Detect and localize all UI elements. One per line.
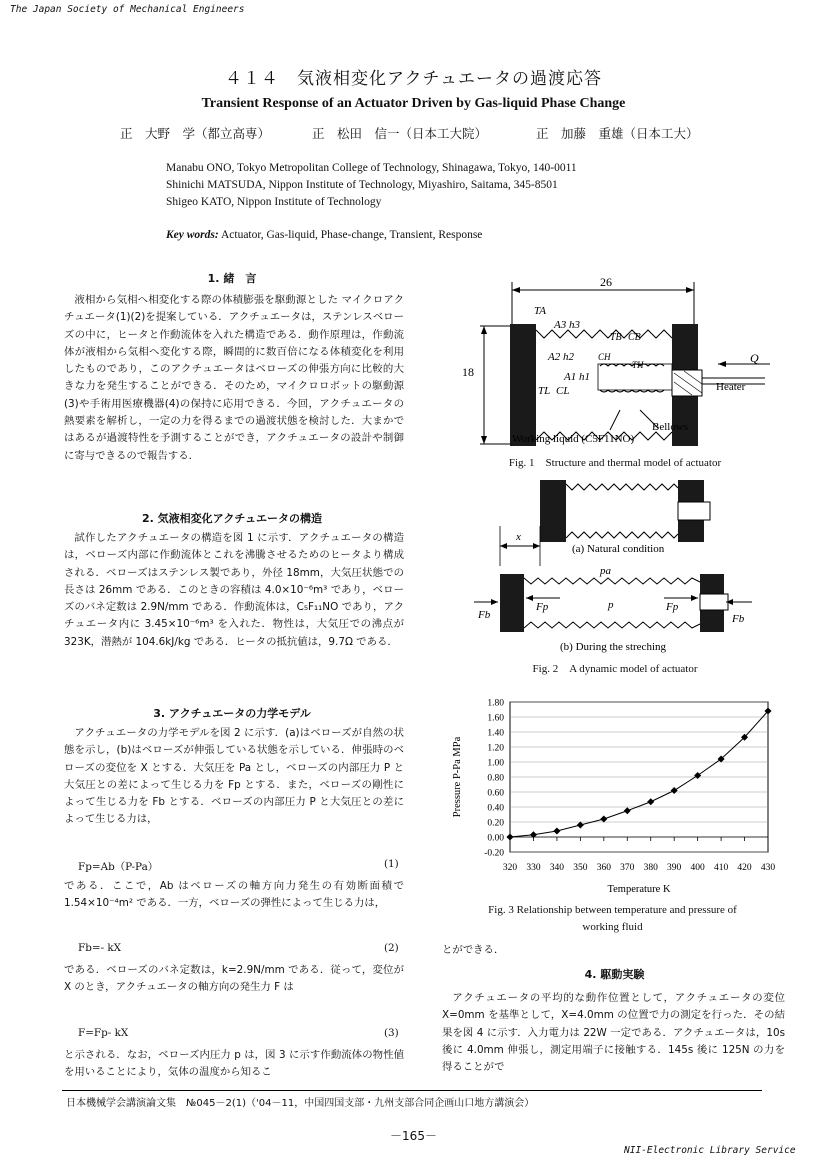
y-tick-label: 1.80 (487, 698, 504, 709)
equation-3: F=Fp- kX (78, 1027, 129, 1039)
x-tick-label: 370 (620, 863, 635, 873)
section-2-heading: 2. 気液相変化アクチュエータの構造 (141, 512, 322, 525)
fig1-dim-18: 18 (462, 365, 474, 379)
bellows-top (536, 330, 672, 338)
fig1-TL: TL (538, 385, 551, 397)
y-tick-label: 0.60 (487, 788, 504, 799)
x-tick-label: 400 (690, 863, 705, 873)
fig1-CL: CL (556, 385, 570, 397)
fig1-TB: TB (610, 332, 622, 343)
section-4-heading: 4. 駆動実験 (584, 968, 645, 981)
fig2-x: x (516, 531, 521, 543)
keywords-label: Key words: (166, 229, 219, 241)
x-tick-label: 340 (549, 863, 565, 873)
y-tick-label: 1.00 (487, 758, 504, 769)
footer-proceedings: 日本機械学会講演論文集 №045－2(1)（'04－11，中国四国支部・九州支部合同企画山口地方講演会） (66, 1098, 535, 1109)
fig2-Fb-left: Fb (478, 609, 491, 621)
x-tick-label: 360 (596, 863, 611, 873)
fig1-A2h2: A2 h2 (548, 351, 574, 363)
section-2-body: 試作したアクチュエータの構造を図 1 に示す．アクチュエータの構造は，ベローズ内部に作動流体とこれを沸騰させるためのヒータより構成される．ベローズはステンレス製であり，外径 18mm，大気圧状態での長さは 26mm である．このときの容積は 4.0×10⁻⁶m³ であり，ベローズのバネ定数は 2.9N/mm である．作動流体は，C₅F₁₁NO であり，アクチュエータ内に 3.45×10⁻⁶m³ を入れた．物性は，大気圧での沸点が 323K，潜熱が 104.6kJ/kg である．ヒータの抵抗値は，9.7Ω である． (64, 532, 404, 648)
fig1-CH: CH (598, 352, 611, 362)
figure-3-caption-line-2: working fluid (582, 921, 643, 933)
y-tick-label: 1.60 (487, 713, 504, 724)
figure-2-diagram (470, 476, 760, 656)
fig1-dim-26: 26 (600, 275, 612, 289)
y-tick-label: -0.20 (484, 848, 504, 859)
fig1-heater: Heater (716, 381, 746, 393)
x-tick-label: 350 (573, 863, 588, 873)
figure-3-caption-line-1: Fig. 3 Relationship between temperature and pressure of (488, 904, 737, 916)
fig1-TA: TA (534, 305, 547, 317)
y-tick-label: 0.00 (487, 833, 504, 844)
y-tick-label: 1.20 (487, 743, 504, 754)
figure-2-caption: Fig. 2 A dynamic model of actuator (532, 663, 698, 675)
author-2: 正 松田 信一（日本工大院） (312, 126, 488, 141)
section-4-body: アクチュエータの平均的な動作位置として，アクチュエータの変位 X=0mm を基準として，X=4.0mm の位置で力の測定を行った．その結果を図 4 に示す．入力電力は 22W 一定である．アクチュエータは，10s 後に 4.0mm 伸張し，測定用端子に接触する．145s 後に 125N の力を得ることがで (442, 992, 785, 1074)
x-tick-label: 380 (643, 863, 658, 873)
fig2-Fp-left: Fp (536, 601, 549, 613)
x-axis-label: Temperature K (607, 884, 671, 895)
fig2-Fp-right: Fp (666, 601, 679, 613)
y-axis-label: Pressure P-Pa MPa (452, 736, 463, 818)
affiliation-2: Shinichi MATSUDA, Nippon Institute of Technology, Miyashiro, Saitama, 345-8501 (166, 179, 558, 191)
section-3-body-2: である．ここで，Ab はベローズの軸方向力発生の有効断面積で 1.54×10⁻⁴m² である．一方，ベローズの弾性によって生じる力は， (64, 880, 404, 910)
section-3-body-3: である．ベローズのバネ定数は，k=2.9N/mm である．従って，変位が X のとき，アクチュエータの軸方向の発生力 F は (64, 964, 404, 994)
section-1-body: 液相から気相へ相変化する際の体積膨張を駆動源とした マイクロアクチュエータ(1)(2)を提案している．アクチュエータは，ステンレスベローズの中に，ヒータと作動流体を入れた構造である．動作原理は，作動流体が液相から気相へ変化する際，瞬間的に数百倍になる体積変化を利用したものであり，このアクチュエータはベローズの伸張方向に比較的大きな力を発生することができる．そのため，マイクロロボットの駆動源(3)や手術用医療機器(4)の保持に応用できる．今回，アクチュエータの熱要素を解析し，一定の力を得るまでの過渡状態を検討した．大まかではあるが過渡特性を予測することができ，アクチュエータの設計や制御に寄与できるので報告する． (64, 294, 404, 462)
equation-3-number: (3) (384, 1027, 399, 1039)
society-header: The Japan Society of Mechanical Engineers (10, 4, 245, 15)
equation-1: Fp=Ab（P-Pa） (78, 861, 159, 873)
fig2-pa: pa (600, 565, 611, 577)
title-jp: ４１４ 気液相変化アクチュエータの過渡応答 (225, 69, 602, 89)
fig2-b-label: (b) During the streching (560, 641, 666, 653)
footer-service: NII-Electronic Library Service (624, 1145, 796, 1156)
section-1-heading: 1. 緒 言 (207, 272, 257, 285)
x-tick-label: 330 (526, 863, 541, 873)
x-tick-label: 410 (713, 863, 729, 873)
fig1-CB: CB (628, 332, 641, 343)
section-3-heading: 3. アクチュエータの力学モデル (153, 707, 311, 720)
title-en: Transient Response of an Actuator Driven by Gas-liquid Phase Change (201, 96, 626, 111)
section-3-body-1: アクチュエータの力学モデルを図 2 に示す．(a)はベローズが自然の状態を示し，(b)はベローズが伸張している状態を示している．伸張時のベローズの変位を X とする．大気圧を Pa とし，ベローズの内部圧力 P と大気圧との差によって生じる力を Fp とする．また，ベローズの剛性によって生じる力を Fb とする．ベローズの内部圧力 P と大気圧との差によって生じる力は， (64, 727, 404, 826)
footer-rule (62, 1090, 762, 1091)
x-tick-label: 390 (667, 863, 682, 873)
fig2-a-label: (a) Natural condition (572, 543, 665, 555)
equation-2: Fb=- kX (78, 942, 122, 954)
author-3: 正 加藤 重雄（日本工大） (536, 126, 699, 141)
keywords (166, 229, 482, 241)
fig2-Fb-right: Fb (732, 613, 745, 625)
x-tick-label: 320 (502, 863, 518, 873)
affiliation-1: Manabu ONO, Tokyo Metropolitan College of Technology, Shinagawa, Tokyo, 140-0011 (166, 162, 577, 174)
figure-3-chart (440, 690, 785, 900)
x-tick-label: 420 (737, 863, 752, 873)
equation-2-number: (2) (384, 942, 399, 954)
section-3-continuation: とができる． (442, 944, 505, 956)
keywords-text: Actuator, Gas-liquid, Phase-change, Transient, Response (218, 229, 483, 241)
page-number: －165－ (390, 1129, 437, 1143)
figure-1-caption: Fig. 1 Structure and thermal model of actuator (508, 457, 722, 469)
y-tick-label: 1.40 (487, 728, 504, 739)
x-tick-label: 430 (760, 863, 776, 873)
fig2-p: p (608, 599, 614, 611)
section-3-body-4: と示される．なお，ベローズ内圧力 p は，図 3 に示す作動流体の物性値を用いることにより，気体の温度から知るこ (64, 1049, 404, 1079)
fig1-Q: Q (750, 351, 759, 365)
affiliation-3: Shigeo KATO, Nippon Institute of Technology (166, 196, 382, 208)
fig1-A3h3: A3 h3 (554, 319, 580, 331)
equation-1-number: (1) (384, 858, 399, 870)
figure-1-diagram (440, 268, 790, 468)
fig1-TH: TH (632, 360, 644, 370)
fig1-A1h1: A1 h1 (564, 371, 590, 383)
fig1-bellows: Bellows (652, 421, 689, 433)
y-tick-label: 0.20 (487, 818, 504, 829)
author-1: 正 大野 学（都立高専） (120, 126, 271, 141)
fig1-liquid: Working liquid (C5F11NO) (512, 433, 635, 445)
y-tick-label: 0.80 (487, 773, 504, 784)
y-tick-label: 0.40 (487, 803, 504, 814)
left-end-plate (510, 324, 536, 446)
